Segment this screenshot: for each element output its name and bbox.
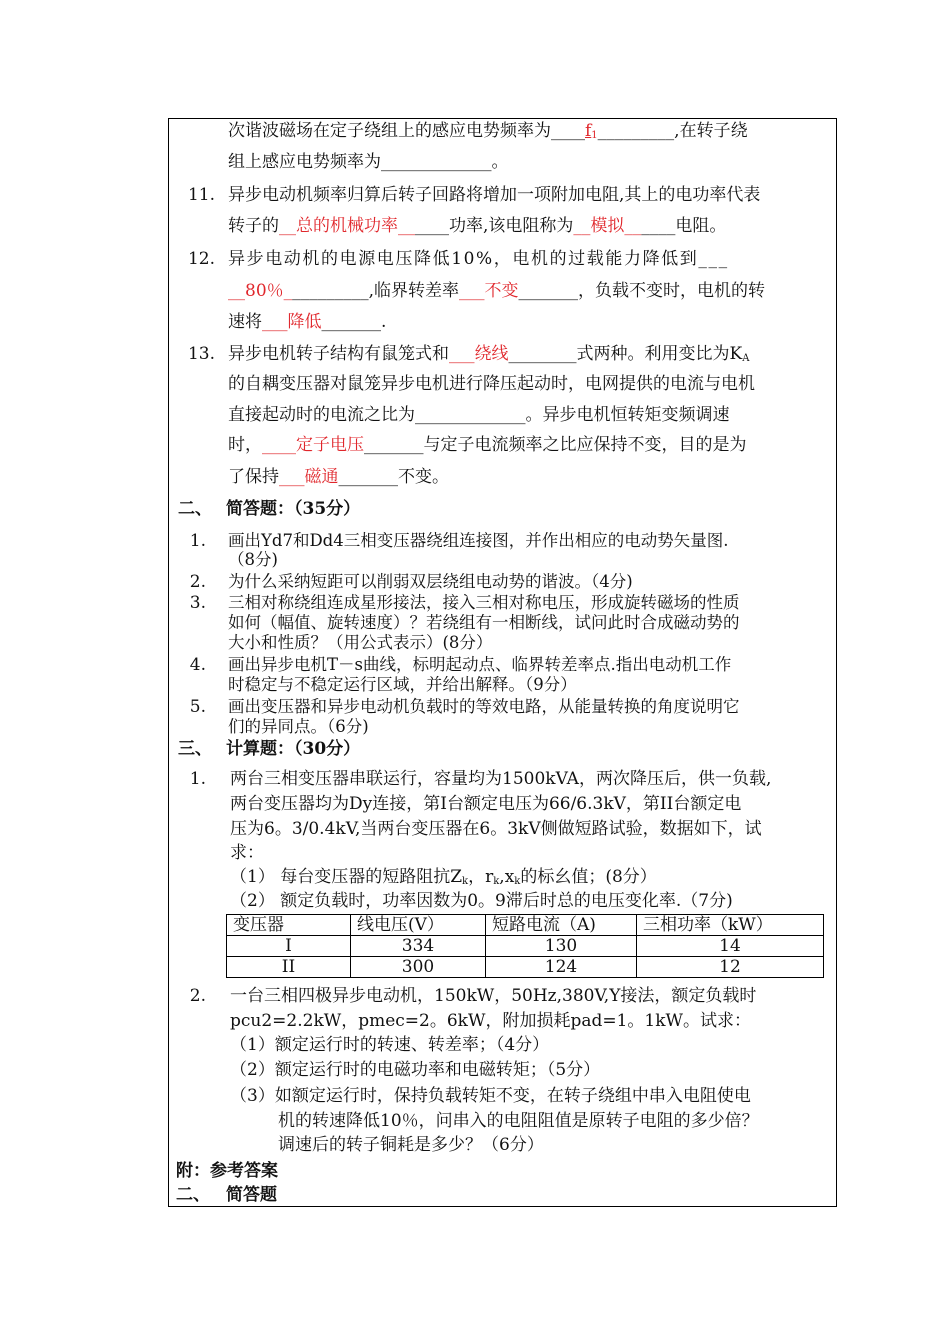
s3-problem2-number: 2. <box>189 986 206 1006</box>
q12-number: 12. <box>187 249 215 269</box>
table-cell: II <box>227 957 351 978</box>
q12-line2: __80％__________,临界转差率___不变_______，负载不变时，电机的转 <box>228 281 766 301</box>
s2-item3-number: 3. <box>189 593 206 613</box>
q10-line1: 次谐波磁场在定子绕组上的感应电势频率为$\_\_\_\_f_1\_\_\_\_\_\_\_\_\_$,在转子绕 <box>228 121 748 141</box>
q13-number: 13. <box>187 344 215 364</box>
table-cell: 12 <box>637 957 824 978</box>
q13-line2: 的自耦变压器对鼠笼异步电机进行降压起动时，电网提供的电流与电机 <box>228 374 755 394</box>
table-cell: 124 <box>486 957 637 978</box>
q13-answer3: ___磁通 <box>279 467 339 487</box>
s2-item3-line: 三相对称绕组连成星形接法，接入三相对称电压，形成旋转磁场的性质 <box>228 593 740 612</box>
table-cell: 300 <box>351 957 486 978</box>
q11-number: 11. <box>187 185 215 205</box>
s2-item5-line: 画出变压器和异步电动机负载时的等效电路，从能量转换的角度说明它 <box>228 697 740 716</box>
table-cell: 130 <box>486 936 637 957</box>
s2-item2-line: 为什么采纳短距可以削弱双层绕组电动势的谐波。（4分) <box>228 572 633 591</box>
short-circuit-test-table <box>226 914 824 978</box>
q12-answer3: ___降低 <box>262 312 322 332</box>
table-header-cell: 短路电流（A) <box>486 915 637 936</box>
s3-problem1-line: 两台变压器均为Dy连接，第I台额定电压为66/6.3kV，第II台额定电 <box>230 794 742 814</box>
s2-item1-number: 1. <box>189 531 206 551</box>
s3-problem1-sub2: （2） 额定负载时，功率因数为0。9滞后时总的电压变化率.（7分) <box>230 891 733 911</box>
s2-item2-number: 2. <box>189 572 206 592</box>
table-header-cell: 变压器 <box>227 915 351 936</box>
s2-item4-number: 4. <box>189 655 206 675</box>
s3-problem2-sub: 机的转速降低10％，问串入的电阻阻值是原转子电阻的多少倍？ <box>278 1111 759 1131</box>
s3-problem2-line: 一台三相四极异步电动机，150kW，50Hz,380V,Y接法，额定负载时 <box>230 986 757 1006</box>
q12-answer1: __80％_ <box>228 281 293 301</box>
table-cell: I <box>227 936 351 957</box>
s2-item1-line: 画出Yd7和Dd4三相变压器绕组连接图，并作出相应的电动势矢量图. <box>228 531 729 550</box>
s3-problem2-sub: （3）如额定运行时，保持负载转矩不变，在转子绕组中串入电阻使电 <box>230 1086 751 1106</box>
section3-label: 三、 <box>178 739 212 759</box>
table-header-cell: 线电压(V） <box>351 915 486 936</box>
s2-item3-line: 如何（幅值、旋转速度）？若绕组有一相断线，试问此时合成磁动势的 <box>228 613 740 632</box>
s3-problem1-line: 求： <box>230 843 264 863</box>
q13-line4: 时，____定子电压_______与定子电流频率之比应保持不变，目的是为 <box>228 435 747 455</box>
q12-line3: 速将___降低_______. <box>228 312 387 332</box>
q13-line5: 了保持___磁通_______不变。 <box>228 467 449 487</box>
q10-answer1: $f_1$ <box>585 121 598 141</box>
s3-problem1-line: 压为6。3/0.4kV,当两台变压器在6。3kV侧做短路试验，数据如下，试 <box>230 819 762 839</box>
q13-answer2: ____定子电压 <box>262 435 364 455</box>
s2-item4-line: 画出异步电机T－s曲线，标明起动点、临界转差率点.指出电动机工作 <box>228 655 732 674</box>
q11-answer1: __总的机械功率__ <box>279 216 415 236</box>
s3-problem2-sub: 调速后的转子铜耗是多少？（6分） <box>278 1135 544 1155</box>
table-header-row <box>227 915 824 936</box>
q13-line3: 直接起动时的电流之比为_____________。异步电机恒转矩变频调速 <box>228 405 730 425</box>
q12-answer2: ___不变 <box>459 281 519 301</box>
appendix-title: 附：参考答案 <box>176 1161 278 1181</box>
s2-item5-line: 们的异同点。（6分) <box>228 717 369 736</box>
s2-item1-line: （8分) <box>228 550 278 569</box>
s2-item3-line: 大小和性质？（用公式表示）(8分） <box>228 633 493 652</box>
s3-problem1-sub1: （1） 每台变压器的短路阻抗$Z_k$，$r_k,x_k$的标幺值；(8分） <box>230 867 657 887</box>
section2-label: 二、 <box>178 499 212 519</box>
s3-problem2-sub: （2）额定运行时的电磁功率和电磁转矩；（5分） <box>230 1060 601 1080</box>
s3-problem1-number: 1. <box>189 769 206 789</box>
section2-title: 简答题：（35分） <box>226 499 361 519</box>
q12-line1: 异步电动机的电源电压降低10%，电机的过载能力降低到___ <box>228 249 729 269</box>
q11-line1: 异步电动机频率归算后转子回路将增加一项附加电阻,其上的电功率代表 <box>228 185 761 205</box>
s2-item5-number: 5. <box>189 697 206 717</box>
table-cell: 14 <box>637 936 824 957</box>
q13-answer1: ___绕线 <box>449 344 509 364</box>
table-header-cell: 三相功率（kW） <box>637 915 824 936</box>
section3-title: 计算题：（30分） <box>226 739 361 759</box>
q13-line1: 异步电机转子结构有鼠笼式和___绕线________式两种。利用变比为$K_A$ <box>228 344 750 364</box>
table-cell: 334 <box>351 936 486 957</box>
q10-line2: 组上感应电势频率为_____________。 <box>228 152 509 172</box>
q11-line2: 转子的__总的机械功率______功率,该电阻称为__模拟______电阻。 <box>228 216 727 236</box>
appendix-section-label: 二、 <box>176 1185 210 1205</box>
s3-problem2-line: pcu2=2.2kW，pmec=2。6kW，附加损耗pad=1。1kW。试求： <box>230 1011 752 1031</box>
s3-problem2-sub: （1）额定运行时的转速、转差率；（4分） <box>230 1035 550 1055</box>
table-row <box>227 936 824 957</box>
appendix-section-title: 简答题 <box>226 1185 277 1205</box>
q11-answer2: __模拟__ <box>573 216 642 236</box>
table-row <box>227 957 824 978</box>
s2-item4-line: 时稳定与不稳定运行区域，并给出解释。（9分） <box>228 675 577 694</box>
s3-problem1-line: 两台三相变压器串联运行，容量均为1500kVA，两次降压后，供一负载, <box>230 769 772 789</box>
